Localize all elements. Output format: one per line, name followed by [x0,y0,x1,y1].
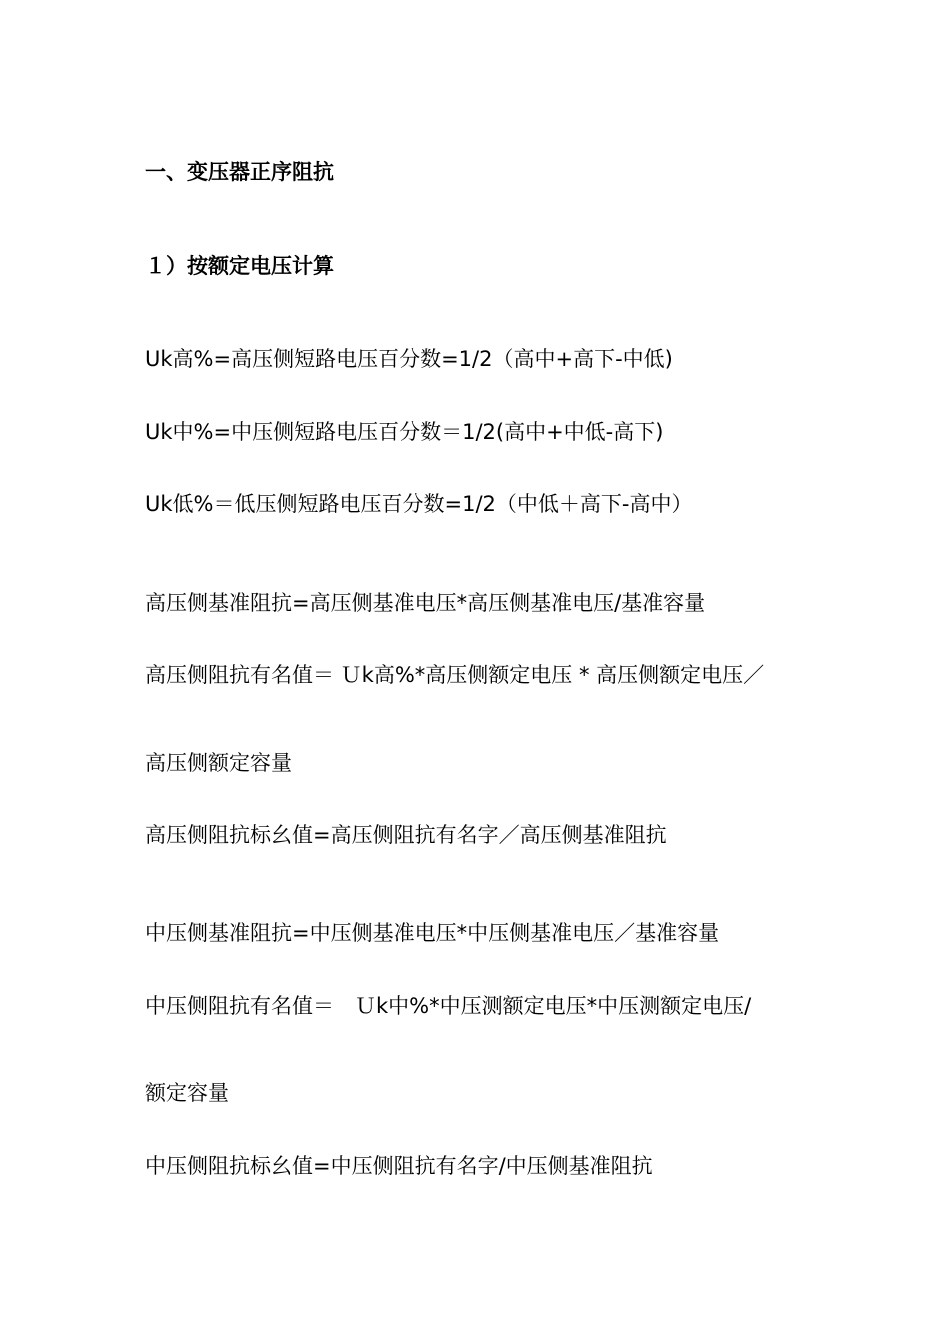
formula-mid-per-unit: 中压侧阻抗标幺值=中压侧阻抗有名字/中压侧基准阻抗 [145,1154,653,1178]
formula-mid-named-value: 中压侧阻抗有名值＝ Ｕk中%*中压测额定电压*中压测额定电压/ [145,994,752,1018]
formula-high-per-unit: 高压侧阻抗标幺值=高压侧阻抗有名字／高压侧基准阻抗 [145,823,667,847]
formula-high-named-value-cont: 高压侧额定容量 [145,751,292,775]
formula-mid-named-value-cont: 额定容量 [145,1081,229,1105]
formula-mid-base-impedance: 中压侧基准阻抗=中压侧基准电压*中压侧基准电压／基准容量 [145,921,720,945]
formula-uk-mid: Uk中%=中压侧短路电压百分数＝1/2(高中+中低-高下) [145,420,664,444]
section-heading: 一、变压器正序阻抗 [145,160,334,184]
formula-uk-low: Uk低%＝低压侧短路电压百分数=1/2（中低＋高下-高中） [145,492,693,516]
subsection-heading: １）按额定电压计算 [145,254,334,278]
formula-high-base-impedance: 高压侧基准阻抗=高压侧基准电压*高压侧基准电压/基准容量 [145,591,706,615]
formula-uk-high: Uk高%=高压侧短路电压百分数=1/2（高中+高下-中低) [145,347,673,371]
formula-high-named-value: 高压侧阻抗有名值＝ Ｕk高%*高压侧额定电压 * 高压侧额定电压／ [145,663,765,687]
